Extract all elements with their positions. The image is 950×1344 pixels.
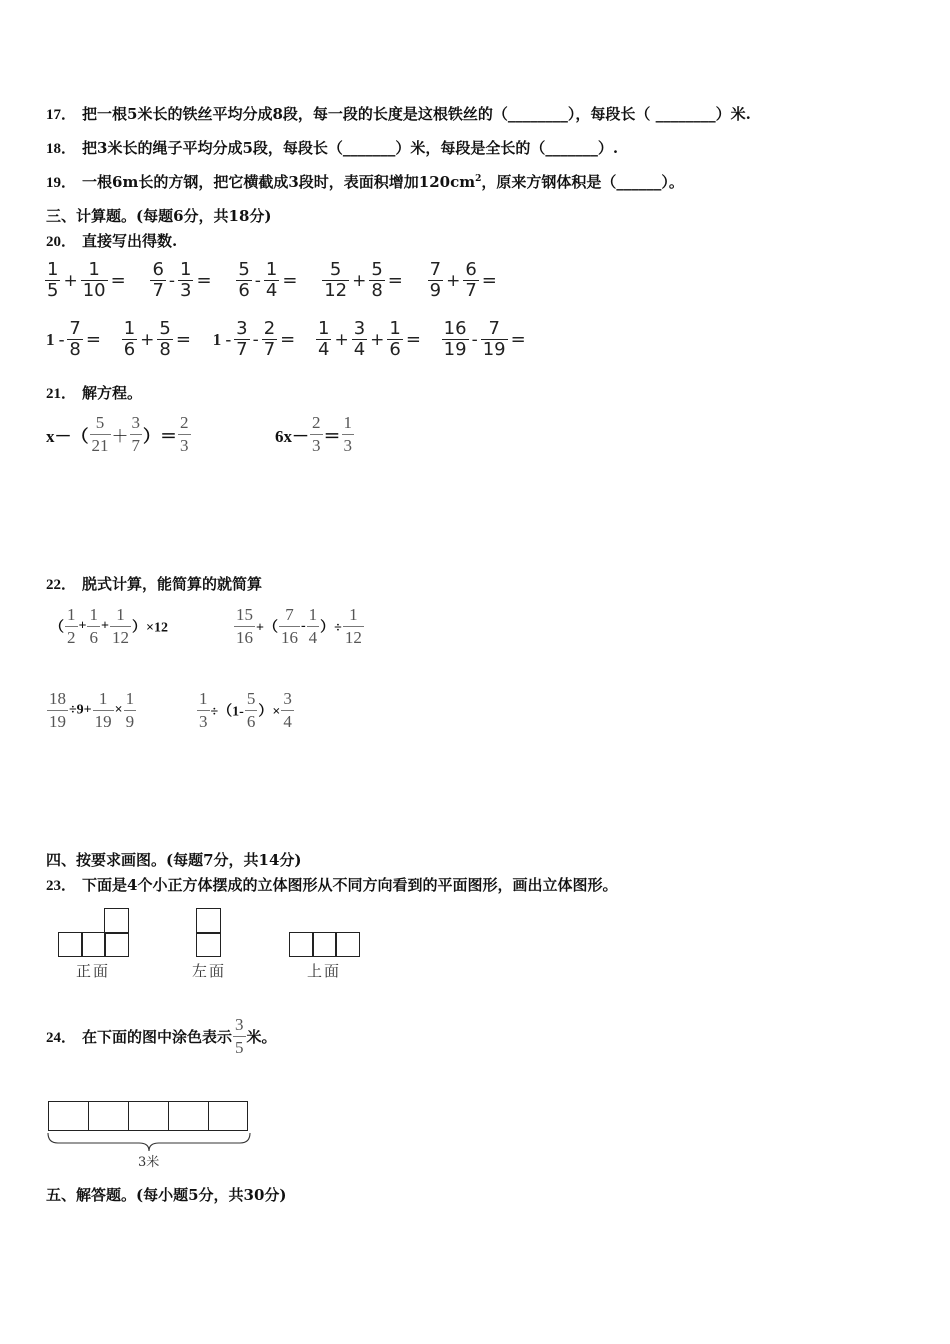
fraction: $\frac{1}{12}$ — [344, 605, 362, 647]
section-5-heading: 五、解答题。(每小题5分，共30分) — [46, 1186, 287, 1204]
fraction: $\frac{18}{19}$ — [49, 689, 66, 731]
fraction: $\frac{1}{6}$ — [123, 318, 136, 360]
fraction: $\frac{6}{7}$ — [152, 259, 164, 301]
fraction: $\frac{1}{9}$ — [125, 689, 135, 731]
q20-row-2 — [44, 319, 526, 360]
question-text: 把3米长的绳子平均分成5段，每段长（_______）米，每段是全长的（_______）. — [82, 139, 619, 157]
fraction: $\frac{3}{7}$ — [131, 413, 140, 455]
fraction: $\frac{2}{7}$ — [263, 318, 276, 360]
q20-expr: 1 - $\frac{3}{7}$ - $\frac{2}{7}$ = — [212, 318, 296, 360]
q21-equation-2: 6x－ $\frac{2}{3}$ ＝ $\frac{1}{3}$ — [275, 413, 352, 455]
question-21 — [46, 382, 142, 403]
q20-expr: $\frac{1}{4}$ + $\frac{3}{4}$ + $\frac{1}{6}$ = — [317, 318, 421, 360]
fraction: $\frac{3}{5}$ — [235, 1015, 244, 1057]
bar-segment[interactable] — [88, 1101, 129, 1131]
fraction: $\frac{5}{8}$ — [159, 318, 171, 360]
bar-segment[interactable] — [48, 1101, 89, 1131]
fraction: $\frac{1}{2}$ — [67, 605, 76, 647]
fraction: $\frac{1}{4}$ — [317, 318, 330, 360]
question-19 — [46, 171, 684, 192]
fraction: $\frac{1}{6}$ — [389, 318, 401, 360]
fraction: $\frac{1}{3}$ — [343, 413, 352, 455]
question-number: 17． — [46, 107, 77, 123]
fraction: $\frac{7}{8}$ — [69, 318, 81, 360]
fraction: $\frac{1}{3}$ — [199, 689, 208, 731]
front-view-label: 正面 — [76, 962, 111, 980]
q20-expr: $\frac{6}{7}$ - $\frac{1}{3}$ = — [152, 259, 212, 301]
fraction: $\frac{16}{19}$ — [443, 318, 467, 360]
question-number: 24． — [46, 1029, 77, 1046]
superscript: 2 — [475, 174, 482, 184]
fraction: $\frac{5}{12}$ — [324, 259, 348, 301]
front-view-diagram — [58, 908, 130, 958]
question-text: 把一根5米长的铁丝平均分成8段，每一段的长度是这根铁丝的（________），每段长（ ________）米. — [82, 105, 751, 123]
fraction: $\frac{1}{3}$ — [180, 259, 192, 301]
fraction: $\frac{1}{4}$ — [265, 259, 278, 301]
question-text: 脱式计算，能简算的就简算 — [82, 575, 263, 593]
fraction: $\frac{7}{9}$ — [429, 259, 442, 301]
q22-expression-3: $\frac{18}{19}$ ÷9+ $\frac{1}{19}$ × $\frac{1}{9}$ — [49, 689, 135, 731]
fraction: $\frac{1}{5}$ — [47, 259, 59, 301]
bar-diagram[interactable] — [48, 1101, 250, 1131]
section-3-heading: 三、计算题。(每题6分，共18分) — [46, 207, 272, 225]
fraction: $\frac{5}{8}$ — [371, 259, 383, 301]
question-text-end: ，原来方钢体积是（______）。 — [481, 173, 684, 191]
bar-segment[interactable] — [128, 1101, 169, 1131]
q20-expr: $\frac{1}{6}$ + $\frac{5}{8}$ = — [123, 318, 191, 360]
question-17 — [46, 103, 751, 124]
fraction: $\frac{7}{19}$ — [482, 318, 506, 360]
question-number: 20． — [46, 234, 77, 250]
fraction: $\frac{5}{21}$ — [91, 413, 109, 455]
fraction: $\frac{1}{10}$ — [82, 259, 106, 301]
question-number: 23． — [46, 878, 77, 894]
fraction: $\frac{1}{12}$ — [111, 605, 129, 647]
q20-expr: 1 - $\frac{7}{8}$ = — [46, 318, 101, 360]
fraction: $\frac{3}{4}$ — [283, 689, 292, 731]
question-text: 解方程。 — [82, 384, 143, 402]
fraction: $\frac{5}{6}$ — [238, 259, 250, 301]
question-number: 18． — [46, 141, 77, 157]
q20-expr: $\frac{5}{12}$ + $\frac{5}{8}$ = — [324, 259, 403, 301]
question-18 — [46, 137, 618, 158]
left-view-label: 左面 — [192, 962, 227, 980]
question-number: 22． — [46, 577, 77, 593]
fraction: $\frac{1}{19}$ — [94, 689, 112, 731]
fraction: $\frac{5}{6}$ — [246, 689, 256, 731]
q20-expr: $\frac{1}{5}$ + $\frac{1}{10}$ = — [47, 259, 126, 301]
section-4-heading: 四、按要求画图。(每题7分，共14分) — [46, 851, 302, 869]
bar-segment[interactable] — [168, 1101, 209, 1131]
fraction: $\frac{1}{6}$ — [89, 605, 98, 647]
fraction: $\frac{7}{16}$ — [280, 605, 298, 647]
question-number: 21． — [46, 386, 77, 402]
question-24 — [46, 1014, 277, 1059]
q20-expr: $\frac{5}{6}$ - $\frac{1}{4}$ = — [238, 259, 298, 301]
fraction: $\frac{3}{7}$ — [236, 318, 248, 360]
fraction: $\frac{6}{7}$ — [465, 259, 477, 301]
question-22 — [46, 573, 262, 594]
q22-expression-4: $\frac{1}{3}$ ÷（1- $\frac{5}{6}$ ）× $\frac{3}{4}$ — [199, 689, 292, 731]
left-view-diagram — [196, 908, 222, 958]
question-20 — [46, 230, 177, 251]
q20-expr: $\frac{16}{19}$ - $\frac{7}{19}$ = — [443, 318, 526, 360]
q22-expression-1: （ $\frac{1}{2}$ + $\frac{1}{6}$ + $\frac{1}{12}$ ）×12 — [50, 605, 168, 647]
question-number: 19． — [46, 175, 77, 191]
question-text-end: 米。 — [246, 1027, 277, 1046]
fraction: $\frac{3}{4}$ — [353, 318, 366, 360]
bar-length-label: 3米 — [138, 1155, 160, 1170]
fraction: $\frac{2}{3}$ — [312, 413, 321, 455]
question-text: 直接写出得数. — [82, 232, 178, 250]
q22-expression-2: $\frac{15}{16}$ +（ $\frac{7}{16}$ - $\frac{1}{4}$ ）÷ $\frac{1}{12}$ — [236, 605, 362, 647]
q20-row-1 — [44, 260, 497, 301]
question-text: 下面是4个小正方体摆成的立体图形从不同方向看到的平面图形，画出立体图形。 — [82, 876, 618, 894]
brace-icon — [46, 1131, 252, 1153]
bar-segment[interactable] — [208, 1101, 248, 1131]
fraction: $\frac{15}{16}$ — [236, 605, 253, 647]
question-text: 一根6m长的方钢，把它横截成3段时，表面积增加120cm — [82, 173, 476, 191]
question-23 — [46, 874, 617, 895]
top-view-diagram — [289, 932, 361, 958]
q20-expr: $\frac{7}{9}$ + $\frac{6}{7}$ = — [429, 259, 497, 301]
q21-equation-1: x－（ $\frac{5}{21}$ ＋ $\frac{3}{7}$ ）＝ $\frac{2}{3}$ — [46, 413, 189, 455]
question-text: 在下面的图中涂色表示 — [82, 1027, 233, 1046]
top-view-label: 上面 — [307, 962, 342, 980]
fraction: $\frac{2}{3}$ — [180, 413, 189, 455]
fraction: $\frac{1}{4}$ — [308, 605, 318, 647]
